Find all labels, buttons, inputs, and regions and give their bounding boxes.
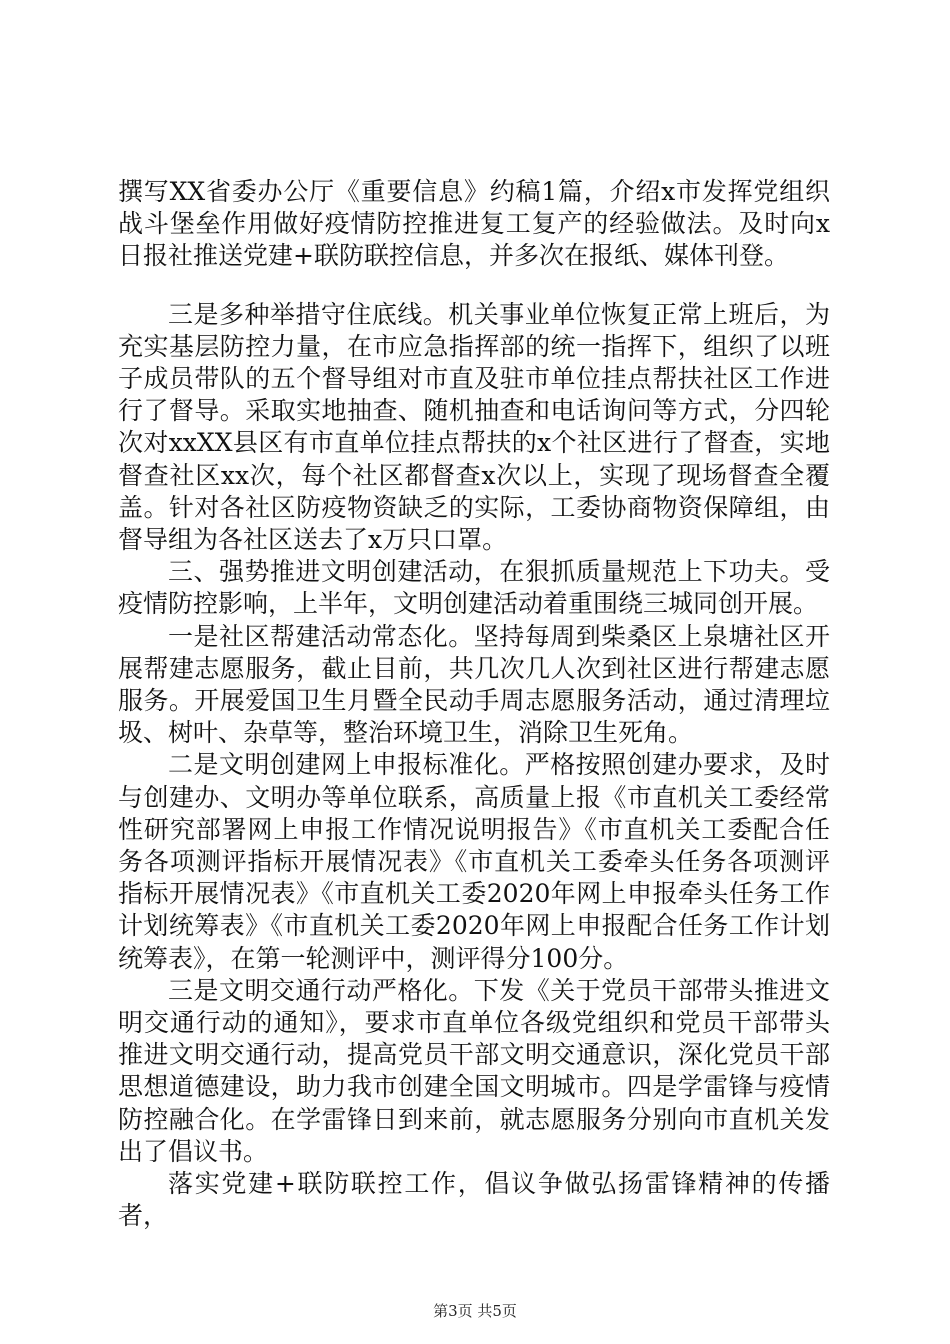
- document-body: [118, 176, 830, 1233]
- paragraph-civilization-heading: 三、强势推进文明创建活动，在狠抓质量规范上下功夫。受疫情防控影响，上半年，文明创建活动着重围绕三城同创开展。: [118, 557, 830, 619]
- paragraph-online-reporting: 二是文明创建网上申报标准化。严格按照创建办要求，及时与创建办、文明办等单位联系，高质量上报《市直机关工委经常性研究部署网上申报工作情况说明报告》《市直机关工委配合任务各项测评指标开展情况表》《市直机关工委牵头任务各项测评指标开展情况表》《市直机关工委2020年网上申报牵头任务工作计划统筹表》《市直机关工委2020年网上申报配合任务工作计划统筹表》，在第一轮测评中，测评得分100分。: [118, 750, 830, 973]
- page-footer: 第3页 共5页: [433, 1302, 517, 1320]
- paragraph-gap: [118, 273, 830, 299]
- paragraph-intro: 撰写XX省委办公厅《重要信息》约稿1篇，介绍x市发挥党组织战斗堡垒作用做好疫情防控推进复工复产的经验做法。及时向x日报社推送党建+联防联控信息，并多次在报纸、媒体刊登。: [118, 177, 830, 271]
- paragraph-community-help: 一是社区帮建活动常态化。坚持每周到柴桑区上泉塘社区开展帮建志愿服务，截止目前，共几次几人次到社区进行帮建志愿服务。开展爱国卫生月暨全民动手周志愿服务活动，通过清理垃圾、树叶、杂草等，整治环境卫生，消除卫生死角。: [118, 621, 830, 748]
- paragraph-prevention-measures: 三是多种举措守住底线。机关事业单位恢复正常上班后，为充实基层防控力量，在市应急指挥部的统一指挥下，组织了以班子成员带队的五个督导组对市直及驻市单位挂点帮扶社区工作进行了督导。采取实地抽查、随机抽查和电话询问等方式，分四轮次对xxXX县区有市直单位挂点帮扶的x个社区进行了督查，实地督查社区xx次，每个社区都督查x次以上，实现了现场督查全覆盖。针对各社区防疫物资缺乏的实际，工委协商物资保障组，由督导组为各社区送去了x万只口罩。: [118, 299, 830, 555]
- paragraph-volunteer-initiative: 落实党建+联防联控工作，倡议争做弘扬雷锋精神的传播者，: [118, 1169, 830, 1231]
- paragraph-civil-traffic: 三是文明交通行动严格化。下发《关于党员干部带头推进文明交通行动的通知》，要求市直单位各级党组织和党员干部带头推进文明交通行动，提高党员干部文明交通意识，深化党员干部思想道德建设，助力我市创建全国文明城市。四是学雷锋与疫情防控融合化。在学雷锋日到来前，就志愿服务分别向市直机关发出了倡议书。: [118, 975, 830, 1166]
